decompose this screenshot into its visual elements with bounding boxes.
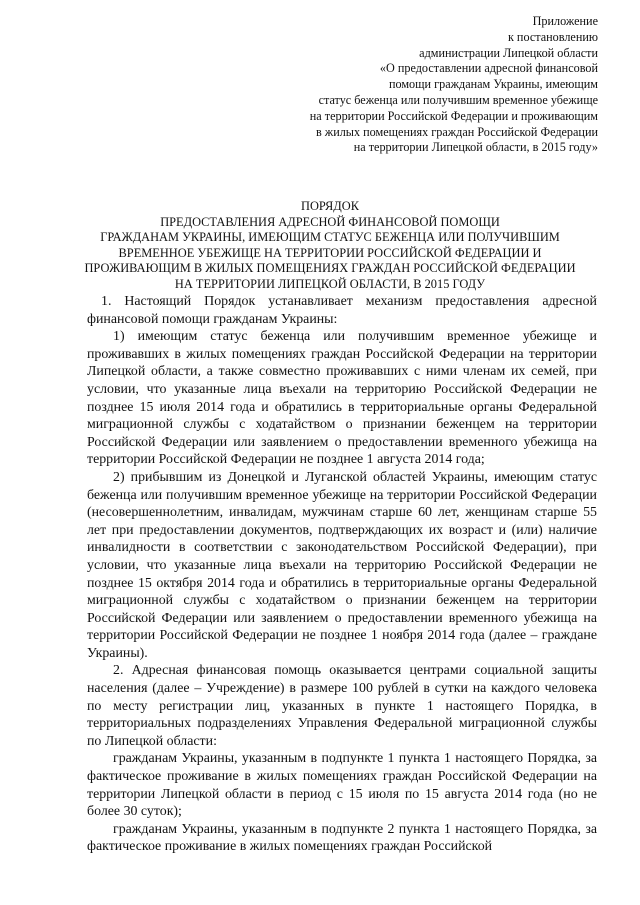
paragraph-2: 2. Адресная финансовая помощь оказывается центрами социальной защиты населения (далее – Учреждение) в размере 100 рублей в сутки на каждого человека по месту регистрации лиц, указанных в пункте 1 настоящего Порядка, в территориальных подразделениях Управления Федеральной миграционной службы по Липецкой области: <box>87 663 597 749</box>
appendix-line: Приложение <box>532 14 598 28</box>
appendix-line: в жилых помещениях граждан Российской Федерации <box>315 124 598 139</box>
paragraph-2-b: гражданам Украины, указанным в подпункте 2 пункта 1 настоящего Порядка, за фактическое проживание в жилых помещениях граждан Российской <box>87 821 597 855</box>
paragraph-2-a: гражданам Украины, указанным в подпункте 1 пункта 1 настоящего Порядка, за фактическое проживание в жилых помещениях граждан Российской Федерации на территории Липецкой области в период с 15 июля по 15 августа 2014 года (но не более 30 суток); <box>87 751 597 820</box>
appendix-line: «О предоставлении адресной финансовой <box>379 61 598 76</box>
appendix-line: статус беженца или получившим временное убежище <box>318 92 598 107</box>
heading-line: ПРОЖИВАЮЩИМ В ЖИЛЫХ ПОМЕЩЕНИЯХ ГРАЖДАН РОССИЙСКОЙ ФЕДЕРАЦИИ <box>84 261 576 276</box>
heading-line: ПОРЯДОК <box>301 199 359 213</box>
heading-line: НА ТЕРРИТОРИИ ЛИПЕЦКОЙ ОБЛАСТИ, В 2015 ГОДУ <box>174 276 486 291</box>
heading-line: ГРАЖДАНАМ УКРАИНЫ, ИМЕЮЩИМ СТАТУС БЕЖЕНЦА ИЛИ ПОЛУЧИВШИМ <box>100 230 560 245</box>
appendix-line: на территории Липецкой области, в 2015 году» <box>353 140 598 155</box>
heading-line: ВРЕМЕННОЕ УБЕЖИЩЕ НА ТЕРРИТОРИИ РОССИЙСКОЙ ФЕДЕРАЦИИ И <box>118 245 542 260</box>
paragraph-1-2: 2) прибывшим из Донецкой и Луганской областей Украины, имеющим статус беженца или получившим временное убежище на территории Российской Федерации (несовершеннолетним, инвалидам, мужчинам старше 60 лет, женщинам старше 55 лет при предоставлении документов, подтверждающих их возраст и (или) наличие инвалидности в соответствии с законодательством Российской Федерации), при условии, что указанные лица въехали на территорию Российской Федерации не позднее 15 октября 2014 года и обратились в территориальные органы Федеральной миграционной службы с ходатайством о признании беженцем на территории Российской Федерации или заявлением о предоставлении временного убежища на территории Российской Федерации не позднее 1 ноября 2014 года (далее – граждане Украины). <box>87 469 597 661</box>
appendix-line: администрации Липецкой области <box>419 45 598 60</box>
appendix-line: помощи гражданам Украины, имеющим <box>388 77 598 92</box>
appendix-line: на территории Российской Федерации и проживающим <box>309 108 598 123</box>
document-heading <box>60 199 600 293</box>
document-body <box>87 293 597 856</box>
paragraph-1: 1. Настоящий Порядок устанавливает механизм предоставления адресной финансовой помощи гражданам Украины: <box>87 294 597 327</box>
appendix-block <box>268 14 598 156</box>
heading-line: ПРЕДОСТАВЛЕНИЯ АДРЕСНОЙ ФИНАНСОВОЙ ПОМОЩИ <box>160 214 500 229</box>
paragraph-1-1: 1) имеющим статус беженца или получившим временное убежище и проживавших в жилых помещениях граждан Российской Федерации на территории Липецкой области, а также совместно проживавших с ними членам их семей, при условии, что указанные лица въехали на территорию Российской Федерации не позднее 15 июля 2014 года и обратились в территориальные органы Федеральной миграционной службы с ходатайством о признании беженцем на территории Российской Федерации или заявлением о предоставлении временного убежища на территории Российской Федерации не позднее 1 августа 2014 года; <box>87 329 597 468</box>
appendix-line: к постановлению <box>507 29 598 44</box>
